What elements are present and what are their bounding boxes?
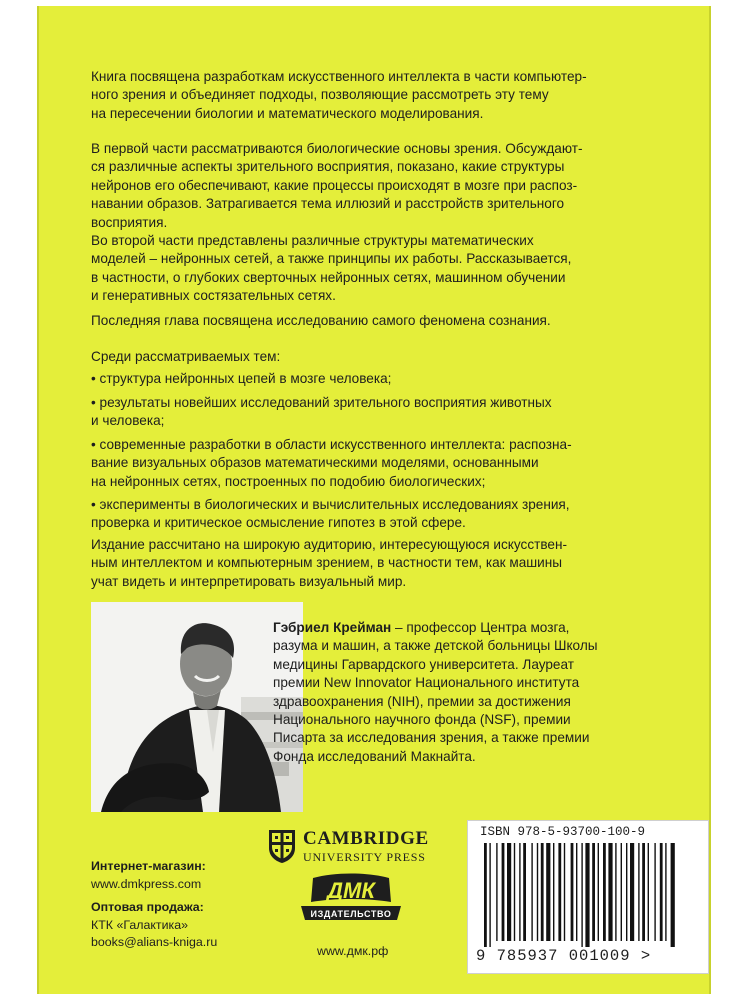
barcode-bar [484, 843, 487, 947]
publisher-site[interactable]: www.дмк.рф [317, 944, 389, 958]
isbn-label: ISBN 978-5-93700-100-9 [480, 825, 646, 839]
barcode-bar [671, 843, 675, 947]
barcode-bar [654, 843, 655, 941]
audience-paragraph: Издание рассчитано на широкую аудиторию, интересующуюся искусствен- ным интеллектом и компьютерным зрением, в частности тем, как машины учат видеть и интерпретировать визуальный мир. [91, 537, 568, 589]
wholesale-company: КТК «Галактика» [91, 917, 188, 932]
author-photo [91, 602, 303, 812]
barcode-bar [489, 843, 490, 947]
barcode-bar [642, 843, 645, 941]
barcode-bar [638, 843, 639, 941]
barcode-bar [581, 843, 582, 947]
cambridge-name: CAMBRIDGE [303, 828, 429, 849]
barcode-panel [467, 820, 709, 974]
description-paragraph-3: Во второй части представлены различные структуры математических моделей – нейронных сетей, а также принципы их работы. Рассказывается, в частности, о глубоких сверточных нейронных сетях, машинном обучении и генеративных состязательных сетях. [91, 233, 572, 304]
online-store-block [91, 858, 206, 893]
description-paragraph-4: Последняя глава посвящена исследованию самого феномена сознания. [91, 313, 551, 328]
wholesale-heading: Оптовая продажа: [91, 900, 204, 914]
barcode-bar [553, 843, 554, 941]
online-store-site[interactable]: www.dmkpress.com [91, 876, 202, 891]
barcode-bar [648, 843, 649, 941]
barcode-bar [630, 843, 634, 941]
barcode-image [478, 843, 698, 947]
author-name: Гэбриел Крейман [273, 620, 392, 635]
barcode-bar [502, 843, 505, 941]
author-bio [273, 619, 663, 766]
barcode-bar [523, 843, 526, 941]
description-paragraph-2: В первой части рассматриваются биологические основы зрения. Обсуждают- ся различные аспекты зрительного восприятия, показано, какие структуры нейронов его обеспечивают, какие процессы происходят в мозге при распоз- навании образов. Затрагивается тема иллюзий и расстройств зрительного восприятия. [91, 141, 583, 230]
dmk-logo-text: ДМК [327, 878, 375, 903]
topic-item-3: • современные разработки в области искусственного интеллекта: распозна- вание визуальных образов математическими моделями, основанными на нейронных сетях, построенных по подобию биологических; [91, 437, 572, 489]
cambridge-shield-icon [267, 828, 297, 864]
barcode-bar [514, 843, 515, 941]
online-store-heading: Интернет-магазин: [91, 859, 206, 873]
author-portrait-image [91, 602, 303, 812]
author-bio-text: – профессор Центра мозга, разума и машин, а также детской больницы Школы медицины Гарвардского университета. Лауреат премии New Innovator Национального института здравоохранения (NIH), премии за достижения Национального научного фонда (NSF), премии Писарта за исследования зрения, а также премии Фонда исследований Макнайта. [273, 620, 598, 764]
topic-item-1: • структура нейронных цепей в мозге человека; [91, 371, 392, 386]
barcode-bar [576, 843, 577, 941]
barcode-bar [603, 843, 606, 941]
barcode-bar [585, 843, 589, 947]
barcode-bar [531, 843, 532, 941]
barcode-digits: 9 785937 001009 > [476, 947, 652, 965]
barcode-bar [615, 843, 616, 941]
barcode-bar [546, 843, 550, 941]
barcode-bar [665, 843, 666, 941]
barcode-bar [496, 843, 497, 941]
barcode-bar [621, 843, 622, 941]
back-cover [37, 6, 711, 994]
topic-item-4: • эксперименты в биологических и вычислительных исследованиях зрения, проверка и критическое осмысление гипотез в этой сфере. [91, 497, 570, 531]
barcode-bar [626, 843, 627, 941]
barcode-bar [564, 843, 565, 941]
cambridge-logo [267, 826, 467, 866]
barcode-bar [558, 843, 561, 941]
barcode-bar [608, 843, 612, 941]
wholesale-email[interactable]: books@alians-kniga.ru [91, 935, 218, 949]
dmk-logo-subtitle: ИЗДАТЕЛЬСТВО [310, 909, 392, 919]
description-paragraph-1: Книга посвящена разработкам искусственного интеллекта в части компьютер- ного зрения и объединяет подходы, позволяющие рассмотреть эту тему на пересечении биологии и математического моделирования. [91, 69, 587, 121]
barcode-bar [537, 843, 538, 941]
barcode-bar [592, 843, 595, 941]
dmk-logo [295, 868, 407, 934]
topics-intro: Среди рассматриваемых тем: [91, 349, 281, 364]
barcode-bar [598, 843, 599, 941]
barcode-bar [571, 843, 574, 941]
wholesale-block [91, 899, 217, 952]
topic-item-2: • результаты новейших исследований зрительного восприятия животных и человека; [91, 395, 552, 429]
barcode-bar [519, 843, 520, 941]
barcode-bar [660, 843, 663, 941]
barcode-bar [507, 843, 511, 941]
cambridge-subtitle: UNIVERSITY PRESS [303, 850, 426, 864]
barcode-bar [541, 843, 544, 941]
